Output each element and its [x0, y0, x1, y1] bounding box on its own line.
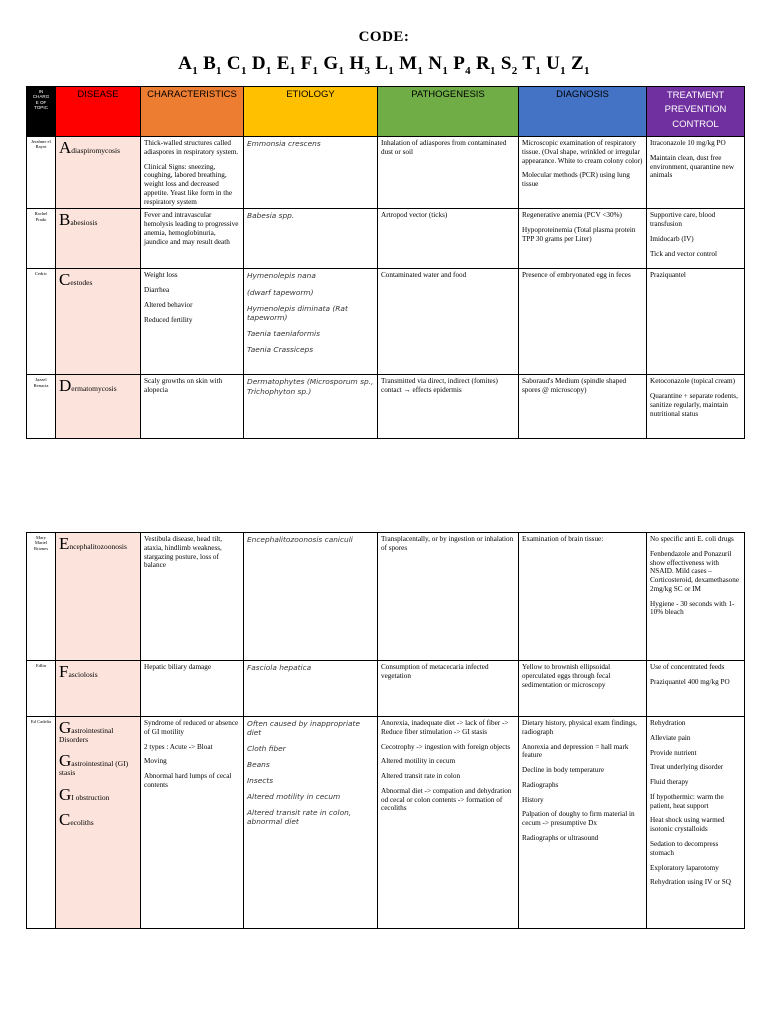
etiology-text: Taenia Crassiceps	[247, 344, 314, 354]
treatment-text: Quarantine + separate rodents, sanitize regularly, maintain nutritional status	[650, 392, 738, 418]
code-subscript: 1	[289, 64, 296, 77]
disease-name	[59, 271, 137, 288]
characteristics-text: Weight loss	[144, 271, 178, 280]
treatment-text: Fluid therapy	[650, 778, 689, 787]
treatment-cell	[647, 661, 745, 717]
pathogenesis-text: Artropod vector (ticks)	[381, 211, 448, 220]
etiology-text: Hymenolepis nana	[247, 271, 316, 281]
code-subscript: 2	[511, 64, 518, 77]
diagnosis-text: Yellow to brownish ellipsoidal operculated eggs through fecal sedimentation or microscopy	[522, 663, 611, 689]
disease-name-rest: ecoliths	[70, 817, 94, 827]
etiology-text: Fasciola hepatica	[247, 663, 312, 672]
characteristics-cell	[141, 661, 244, 717]
etiology-text: Insects	[247, 776, 274, 786]
treatment-text: Tick and vector control	[650, 249, 718, 258]
code-item	[251, 53, 272, 77]
header-disease: DISEASE	[56, 87, 141, 137]
disease-name	[59, 663, 137, 680]
etiology-text: Babesia spp.	[247, 211, 295, 221]
etiology-cell	[244, 137, 378, 209]
diagnosis-text: Radiographs or ultrasound	[522, 834, 599, 843]
code-subscript: 1	[240, 64, 247, 77]
etiology-text: Hymenolepis diminata (Rat tapeworm)	[247, 303, 348, 322]
treatment-text: Exploratory laparotomy	[650, 863, 719, 872]
diagnosis-text: Hypoproteinemia (Total plasma protein TPP 30 grams per Liter)	[522, 226, 636, 244]
table-2-body	[27, 533, 745, 929]
header-treatment: TREATMENT PREVENTION CONTROL	[647, 87, 745, 137]
header-pathogenesis: PATHOGENESIS	[378, 87, 519, 137]
code-item	[571, 53, 590, 77]
pathogenesis-text: Transplacentally, or by ingestion or inhalation of spores	[381, 535, 514, 552]
diagnosis-text: Palpation of doughy to firm material in cecum -> presumptive Dx	[522, 810, 635, 828]
treatment-text: Maintain clean, dust free environment, quarantine new animals	[650, 153, 735, 180]
in-charge-cell: Mary Mariel Briones	[27, 533, 56, 661]
etiology-cell	[244, 375, 378, 439]
characteristics-text: Syndrome of reduced or absence of GI motility	[144, 719, 239, 736]
header-etiology: ETIOLOGY	[244, 87, 378, 137]
diagnosis-cell	[519, 717, 647, 929]
in-charge-cell: Jerahme el Bayot	[27, 137, 56, 209]
in-charge-cell: Jazzel Renacia	[27, 375, 56, 439]
disease-initial: G	[59, 784, 72, 804]
diagnosis-text: Saboraud's Medium (spindle shaped spores @ microscopy)	[522, 377, 627, 395]
code-letter: U	[546, 53, 561, 74]
pathogenesis-text: Contaminated water and food	[381, 271, 467, 280]
disease-name-rest: diaspiromycosis	[71, 146, 121, 155]
treatment-text: Hygiene - 30 seconds with 1-10% bleach	[650, 599, 735, 617]
treatment-text: Heat shock using warmed isotonic crystalloids	[650, 816, 725, 834]
code-letter: S	[500, 53, 512, 74]
table-row	[27, 269, 745, 375]
disease-name-rest: astrointestinal (GI) stasis	[59, 759, 129, 778]
code-subscript: 1	[490, 64, 496, 77]
treatment-text: Alleviate pain	[650, 733, 691, 742]
code-item	[178, 53, 198, 77]
treatment-cell	[647, 269, 745, 375]
characteristics-cell	[141, 717, 244, 929]
disease-initial: D	[59, 376, 72, 396]
code-subscript: 1	[192, 64, 198, 77]
code-letter: P	[453, 53, 466, 74]
treatment-text: Fenbendazole and Ponazuril show effectiveness with NSAID. Mild cases – Corticosteroid, dexamethasone 2mg/kg SC or IM	[650, 549, 740, 593]
code-item	[522, 53, 542, 77]
diagnosis-text: Regenerative anemia (PCV <30%)	[522, 211, 622, 220]
code-item	[399, 53, 424, 77]
pathogenesis-cell	[378, 137, 519, 209]
disease-name	[59, 211, 137, 228]
diagnosis-cell	[519, 269, 647, 375]
characteristics-text: Altered behavior	[144, 301, 193, 310]
treatment-text: Imidocarb (IV)	[650, 235, 694, 244]
treatment-text: Supportive care, blood transfusion	[650, 211, 716, 229]
disease-cell	[56, 717, 141, 929]
code-item	[475, 53, 496, 77]
code-item	[226, 53, 247, 77]
code-letter: F	[300, 53, 313, 74]
in-charge-cell: Rachel Prado	[27, 209, 56, 269]
code-subscript: 1	[216, 64, 222, 77]
disease-initial: G	[59, 718, 72, 737]
in-charge-cell: Cedric	[27, 269, 56, 375]
code-item	[349, 53, 371, 77]
disease-name	[59, 377, 137, 394]
disease-name	[59, 811, 137, 828]
diagnosis-text: History	[522, 795, 544, 804]
disease-name-rest: asciolosis	[68, 670, 98, 679]
code-letter: M	[399, 53, 418, 74]
treatment-text: Itraconazole 10 mg/kg PO	[650, 139, 726, 147]
disease-initial: G	[59, 751, 72, 771]
etiology-text: (dwarf tapeworm)	[247, 287, 314, 297]
diagnosis-cell	[519, 209, 647, 269]
disease-name	[59, 139, 137, 156]
pathogenesis-cell	[378, 209, 519, 269]
treatment-text: Rehydration using IV or SQ	[650, 878, 731, 887]
code-subscript: 1	[535, 64, 542, 77]
disease-name-rest: estodes	[70, 278, 93, 288]
header-characteristics: CHARACTERISTICS	[141, 87, 244, 137]
characteristics-text: Reduced fertility	[144, 315, 193, 324]
disease-cell	[56, 269, 141, 375]
code-item	[500, 53, 518, 77]
treatment-cell	[647, 209, 745, 269]
table-row	[27, 717, 745, 929]
pathogenesis-cell	[378, 717, 519, 929]
code-subscript: 1	[265, 64, 272, 77]
page-title: CODE:	[358, 29, 410, 45]
disease-cell	[56, 533, 141, 661]
characteristics-cell	[141, 209, 244, 269]
table-row	[27, 375, 745, 439]
treatment-text: Praziquantel 400 mg/kg PO	[650, 677, 730, 686]
code-subscript: 4	[465, 64, 471, 77]
diagnosis-text: Presence of embryonated egg in feces	[522, 271, 631, 280]
disease-name-rest: I obstruction	[71, 792, 110, 802]
etiology-cell	[244, 717, 378, 929]
characteristics-text: Clinical Signs: sneezing, coughing, labored breathing, weight loss and decreased appetite. Yeast like form in the respiratory system	[144, 162, 233, 206]
diagnosis-text: Microscopic examination of respiratory tissue. (Oval shape, wrinkled or irregular appearance. White to cream colony color)	[522, 139, 643, 165]
disease-name-rest: astrointestinal Disorders	[59, 726, 114, 744]
code-letter: T	[522, 53, 536, 74]
code-letter: A	[178, 53, 193, 74]
etiology-text: Emmonsia crescens	[247, 139, 321, 148]
treatment-cell	[647, 533, 745, 661]
characteristics-text: Hepatic biliary damage	[144, 663, 212, 671]
code-subscript: 1	[442, 64, 449, 77]
pathogenesis-text: Abnormal diet -> compation and dehydration od cecal or colon contents -> formation of cecoliths	[381, 786, 512, 813]
disease-initial: E	[59, 534, 70, 553]
characteristics-text: Diarrhea	[144, 286, 170, 295]
code-subscript: 1	[417, 64, 424, 77]
code-item	[375, 53, 395, 77]
etiology-cell	[244, 269, 378, 375]
code-letter: L	[375, 53, 389, 74]
diagnosis-text: Molecular methods (PCR) using lung tissue	[522, 171, 630, 189]
code-subscript: 3	[364, 64, 371, 77]
etiology-text: Cloth fiber	[247, 744, 286, 754]
etiology-text: Dermatophytes (Microsporum sp., Trichophyton sp.)	[247, 377, 374, 396]
characteristics-cell	[141, 533, 244, 661]
etiology-text: Taenia taeniaformis	[247, 328, 320, 338]
treatment-text: Treat underlying disorder	[650, 763, 724, 772]
treatment-cell	[647, 375, 745, 439]
code-item	[428, 53, 449, 77]
etiology-text: Beans	[247, 760, 270, 770]
treatment-text: No specific anti E. coli drugs	[650, 535, 734, 543]
treatment-text: Rehydration	[650, 719, 686, 727]
treatment-cell	[647, 717, 745, 929]
characteristics-text: Vestibula disease, head tilt, ataxia, hindlimb weakness, stargazing posture, loss of balance	[144, 535, 223, 570]
etiology-text: Encephalitozoonosis caniculi	[247, 535, 353, 544]
code-letter: D	[251, 53, 266, 74]
diagnosis-cell	[519, 137, 647, 209]
characteristics-text: Abnormal hard lumps of cecal contents	[144, 772, 232, 789]
table-row	[27, 533, 745, 661]
code-subscript: 1	[388, 64, 395, 77]
code-sequence	[0, 53, 768, 77]
pathogenesis-text: Altered transit rate in colon	[381, 772, 461, 781]
code-item	[546, 53, 566, 77]
table-row	[27, 661, 745, 717]
pathogenesis-text: Anorexia, inadequate diet -> lack of fiber -> Reduce fiber stimulation -> GI stasis	[381, 719, 509, 736]
etiology-text: Altered motility in cecum	[247, 792, 341, 802]
disease-initial: F	[59, 662, 69, 681]
header-in-charge: IN CHARG E OF TOPIC	[27, 87, 56, 137]
table-row	[27, 209, 745, 269]
table-1-body	[27, 137, 745, 439]
characteristics-text: Scaly growths on skin with alopecia	[144, 377, 223, 395]
code-item	[300, 53, 319, 77]
disease-name	[59, 535, 137, 552]
etiology-cell	[244, 533, 378, 661]
code-item	[323, 53, 345, 77]
treatment-cell	[647, 137, 745, 209]
diagnosis-text: Decline in body temperature	[522, 766, 605, 775]
etiology-cell	[244, 209, 378, 269]
characteristics-cell	[141, 269, 244, 375]
characteristics-cell	[141, 137, 244, 209]
header-diagnosis: DIAGNOSIS	[519, 87, 647, 137]
diagnosis-text: Dietary history, physical exam findings, radiograph	[522, 719, 637, 736]
treatment-text: Sedation to decompress stomach	[650, 840, 719, 857]
disease-initial: A	[59, 138, 72, 157]
disease-initial: B	[59, 210, 71, 230]
in-charge-cell: Ed Cadelia	[27, 717, 56, 929]
disease-cell	[56, 661, 141, 717]
characteristics-text: Thick-walled structures called adiaspores in respiratory system.	[144, 139, 239, 156]
diagnosis-cell	[519, 533, 647, 661]
disease-initial: C	[59, 270, 71, 290]
pathogenesis-cell	[378, 375, 519, 439]
treatment-text: Ketoconazole (topical cream)	[650, 377, 736, 386]
code-subscript: 1	[560, 64, 566, 77]
pathogenesis-text: Cecotrophy -> ingestion with foreign objects	[381, 742, 511, 751]
pathogenesis-cell	[378, 533, 519, 661]
code-subscript: 1	[312, 64, 319, 77]
code-item	[276, 53, 296, 77]
code-subscript: 1	[338, 64, 345, 77]
disease-cell	[56, 137, 141, 209]
code-item	[453, 53, 471, 77]
code-letter: N	[428, 53, 443, 74]
disease-table-2	[26, 532, 745, 929]
characteristics-cell	[141, 375, 244, 439]
disease-initial: C	[59, 809, 71, 829]
table-row	[27, 137, 745, 209]
pathogenesis-text: Transmitted via direct, indirect (fomites) contact → effects epidermis	[381, 377, 498, 395]
characteristics-text: 2 types : Acute -> Bloat	[144, 742, 213, 751]
etiology-text: Often caused by inappropriate diet	[247, 719, 360, 738]
disease-name	[59, 719, 137, 744]
pathogenesis-cell	[378, 661, 519, 717]
etiology-cell	[244, 661, 378, 717]
pathogenesis-text: Consumption of metacecaria infected vegetation	[381, 663, 489, 680]
pathogenesis-text: Inhalation of adiaspores from contaminated dust or soil	[381, 139, 507, 156]
diagnosis-text: Anorexia and depression = hall mark feature	[522, 742, 629, 760]
disease-cell	[56, 209, 141, 269]
diagnosis-cell	[519, 375, 647, 439]
diagnosis-text: Examination of brain tissue:	[522, 535, 604, 543]
disease-cell	[56, 375, 141, 439]
code-letter: C	[226, 53, 241, 74]
disease-name-rest: abesiosis	[70, 218, 98, 228]
pathogenesis-text: Altered motility in cecum	[381, 757, 456, 766]
disease-name	[59, 752, 137, 777]
code-letter: G	[323, 53, 339, 74]
disease-name	[59, 786, 137, 803]
disease-table-1	[26, 86, 745, 439]
etiology-text: Altered transit rate in colon, abnormal diet	[247, 808, 352, 827]
characteristics-text: Moving	[144, 757, 167, 766]
treatment-text: Use of concentrated feeds	[650, 663, 725, 671]
code-item	[203, 53, 222, 77]
code-letter: B	[203, 53, 217, 74]
pathogenesis-cell	[378, 269, 519, 375]
treatment-text: Praziquantel	[650, 271, 686, 280]
diagnosis-cell	[519, 661, 647, 717]
code-subscript: 1	[584, 64, 590, 77]
disease-name-rest: ncephalitozoonosis	[69, 542, 127, 551]
in-charge-cell: Edlin	[27, 661, 56, 717]
characteristics-text: Fever and intravascular hemolysis leading to progressive anemia, hemoglobinuria, jaundice and may result death	[144, 211, 239, 246]
code-letter: E	[276, 53, 290, 74]
disease-name-rest: ermatomycosis	[71, 384, 117, 394]
treatment-text: Provide nutrient	[650, 748, 697, 757]
code-letter: H	[349, 53, 365, 74]
diagnosis-text: Radiographs	[522, 780, 559, 789]
treatment-text: If hypothermic: warm the patient, heat support	[650, 792, 724, 810]
code-letter: R	[475, 53, 490, 74]
code-letter: Z	[571, 53, 585, 74]
